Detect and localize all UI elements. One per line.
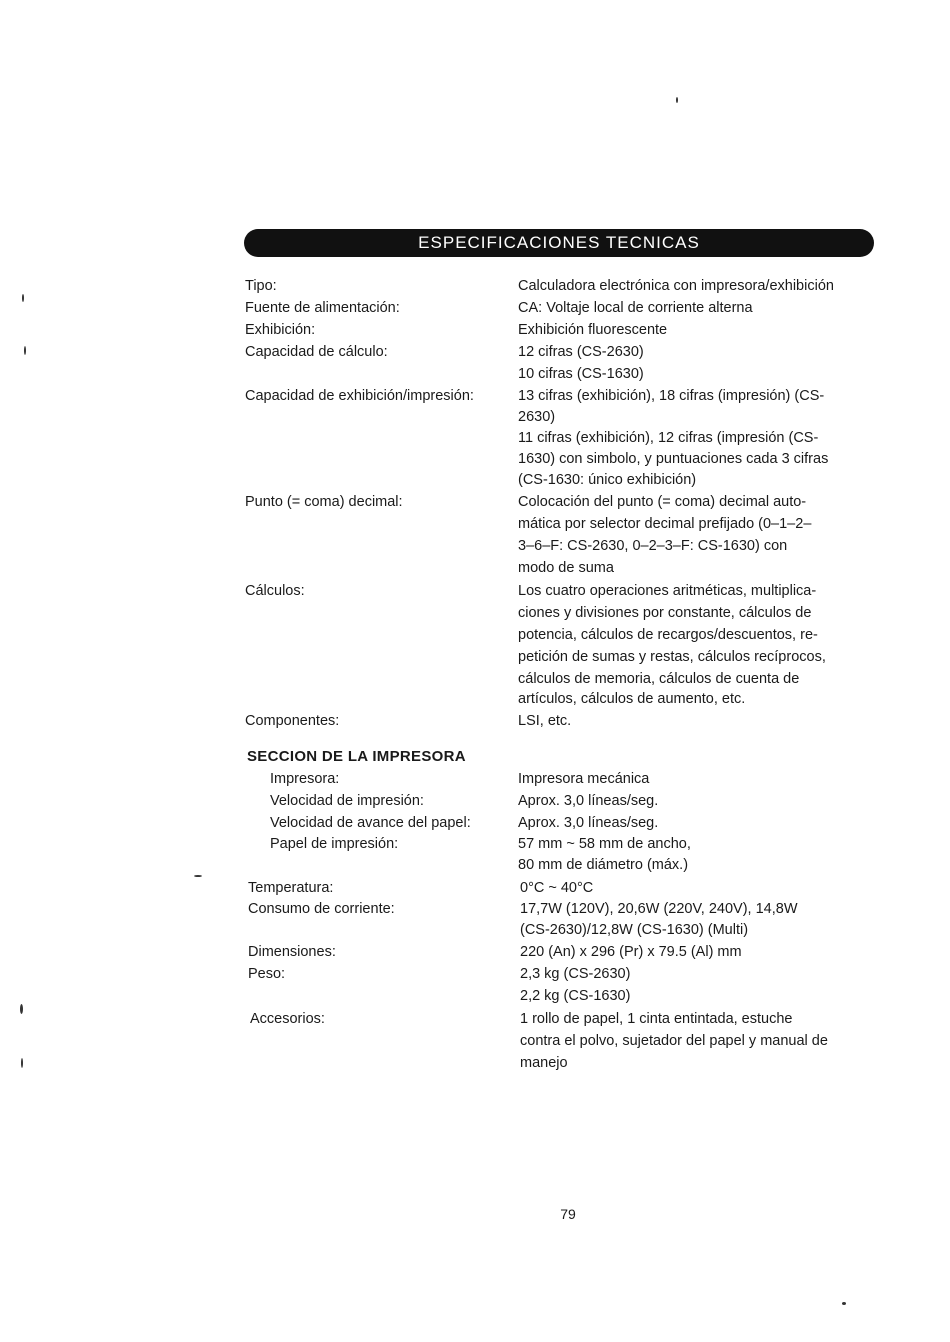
spec-value: 3–6–F: CS-2630, 0–2–3–F: CS-1630) con [518,538,788,554]
spec-value: LSI, etc. [518,713,572,729]
spec-value: (CS-1630: único exhibición) [518,472,697,488]
spec-label: Consumo de corriente: [248,901,395,917]
spec-value: 57 mm ~ 58 mm de ancho, [518,836,691,852]
spec-label: Peso: [248,966,286,982]
spec-value: Exhibición fluorescente [518,322,668,338]
scan-speck [24,346,26,355]
spec-value: 2,2 kg (CS-1630) [520,988,631,1004]
spec-value: Impresora mecánica [518,771,650,787]
spec-label: Dimensiones: [248,944,336,960]
spec-value: Aprox. 3,0 líneas/seg. [518,793,659,809]
scan-speck [676,97,678,103]
spec-value: 17,7W (120V), 20,6W (220V, 240V), 14,8W [520,901,798,917]
spec-value: 80 mm de diámetro (máx.) [518,857,689,873]
scan-speck [22,294,24,302]
spec-label: Cálculos: [245,583,305,599]
spec-value: 13 cifras (exhibición), 18 cifras (impresión) (CS- [518,388,825,404]
spec-value: petición de sumas y restas, cálculos recíprocos, [518,649,826,665]
spec-value: CA: Voltaje local de corriente alterna [518,300,753,316]
spec-label: Punto (= coma) decimal: [245,494,403,510]
spec-value: 2630) [518,409,556,425]
spec-value: 11 cifras (exhibición), 12 cifras (impresión (CS- [518,430,819,446]
scan-speck [21,1058,23,1068]
spec-label: Componentes: [245,713,340,729]
spec-value: 220 (An) x 296 (Pr) x 79.5 (Al) mm [520,944,742,960]
spec-value: 0°C ~ 40°C [520,880,594,896]
scan-speck [20,1004,23,1014]
spec-label: Temperatura: [248,880,334,896]
page-number: 79 [560,1206,576,1222]
spec-value: mática por selector decimal prefijado (0–1–2– [518,516,812,532]
spec-label: Capacidad de exhibición/impresión: [245,388,474,404]
spec-value: Colocación del punto (= coma) decimal auto- [518,494,807,510]
spec-label: Accesorios: [250,1011,325,1027]
spec-value: manejo [520,1055,568,1071]
spec-value: Los cuatro operaciones aritméticas, multiplica- [518,583,817,599]
scan-speck [842,1302,846,1305]
spec-value: artículos, cálculos de aumento, etc. [518,691,746,707]
spec-value: 2,3 kg (CS-2630) [520,966,631,982]
spec-value: 12 cifras (CS-2630) [518,344,644,360]
spec-value: cálculos de memoria, cálculos de cuenta de [518,671,800,687]
spec-value: Calculadora electrónica con impresora/exhibición [518,278,834,294]
spec-value: Aprox. 3,0 líneas/seg. [518,815,659,831]
spec-label: Fuente de alimentación: [245,300,400,316]
spec-value: (CS-2630)/12,8W (CS-1630) (Multi) [520,922,749,938]
specifications-banner: ESPECIFICACIONES TECNICAS [244,229,874,257]
spec-value: contra el polvo, sujetador del papel y manual de [520,1033,828,1049]
spec-value: ciones y divisiones por constante, cálculos de [518,605,812,621]
spec-label: Impresora: [270,771,340,787]
spec-label: Capacidad de cálculo: [245,344,388,360]
spec-value: 1630) con simbolo, y puntuaciones cada 3 cifras [518,451,829,467]
scan-speck [194,875,202,877]
spec-label: Papel de impresión: [270,836,399,852]
spec-value: modo de suma [518,560,614,576]
spec-label: Velocidad de impresión: [270,793,424,809]
section-heading: SECCION DE LA IMPRESORA [247,748,466,765]
spec-label: Exhibición: [245,322,316,338]
spec-value: potencia, cálculos de recargos/descuentos, re- [518,627,818,643]
spec-label: Tipo: [245,278,277,294]
spec-value: 10 cifras (CS-1630) [518,366,644,382]
spec-value: 1 rollo de papel, 1 cinta entintada, estuche [520,1011,793,1027]
spec-label: Velocidad de avance del papel: [270,815,471,831]
